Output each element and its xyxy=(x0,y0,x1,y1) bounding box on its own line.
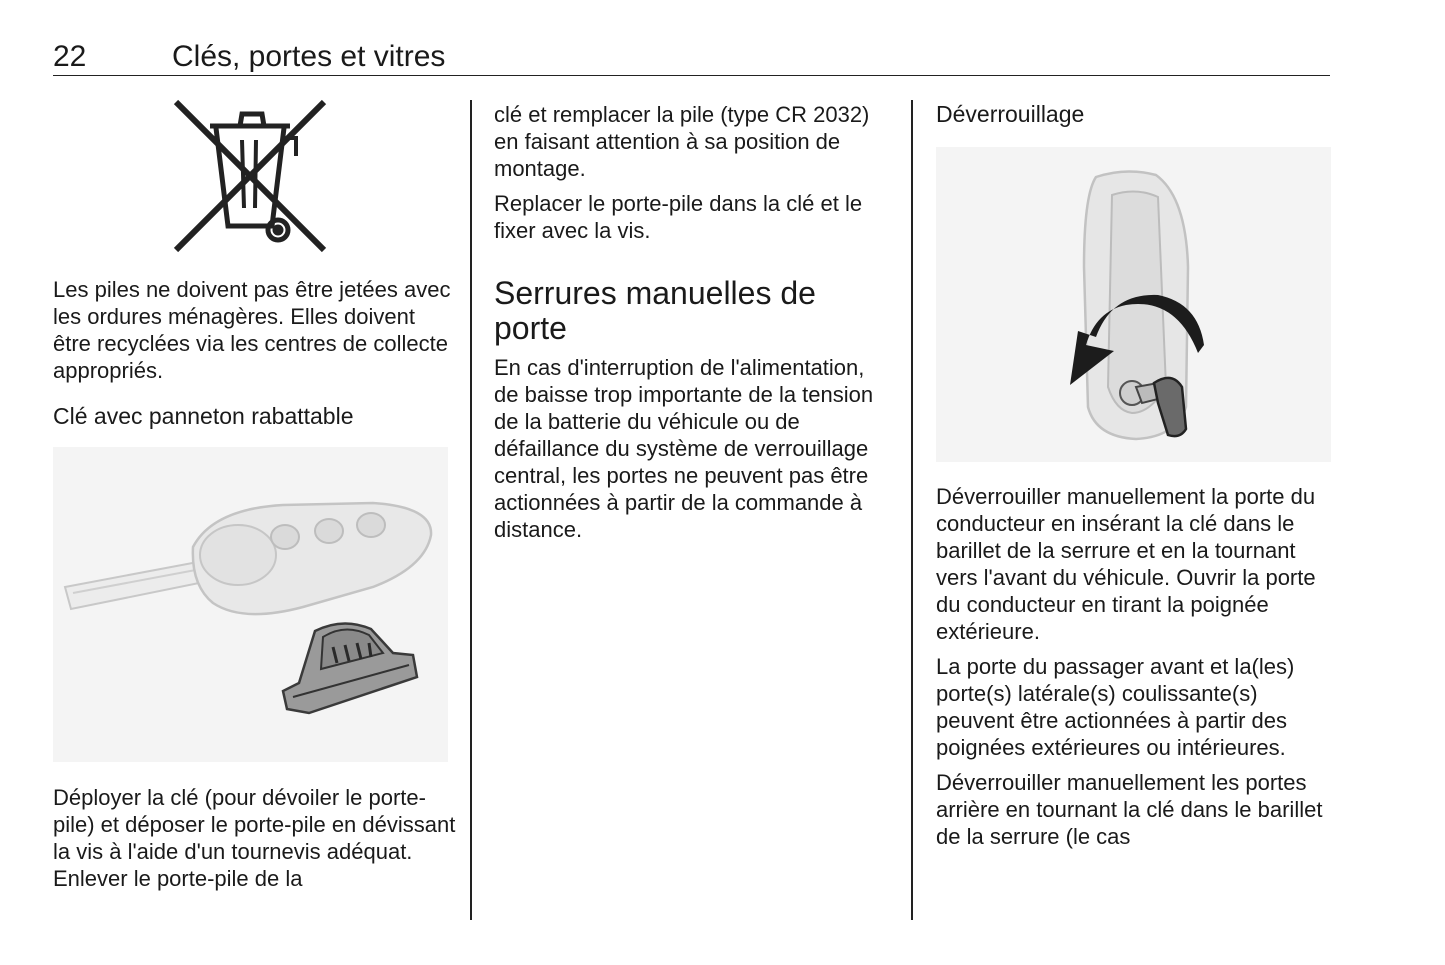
column-divider-1 xyxy=(470,100,472,920)
para-passager: La porte du passager avant et la(les) porte(s) latérale(s) coulissante(s) peuvent être actionnées à partir des poignées extérieures ou intérieures. xyxy=(936,654,1295,760)
para-interruption: En cas d'interruption de l'alimentation, de baisse trop importante de la tension de la batterie du véhicule ou de défaillance du système de verrouillage central, les portes ne peuvent pas être actionnées à partir de la commande à distance. xyxy=(494,355,874,542)
para-piles: Les piles ne doivent pas être jetées avec les ordures ménagères. Elles doivent être recyclées via les centres de collecte appropriés. xyxy=(53,277,451,383)
para-deployer: Déployer la clé (pour dévoiler le porte-pile) et déposer le porte-pile en dévissant la vis à l'aide d'un tournevis adéquat. Enlever le porte-pile de la xyxy=(53,785,456,891)
para-deverrouiller-conducteur: Déverrouiller manuellement la porte du conducteur en insérant la clé dans le barillet de la serrure et en la tournant vers l'avant du véhicule. Ouvrir la porte du conducteur en tirant la poignée extérieure. xyxy=(936,484,1316,644)
subhead-cle: Clé avec panneton rabattable xyxy=(53,403,354,429)
column-divider-2 xyxy=(911,100,913,920)
page-number: 22 xyxy=(53,40,87,73)
page-title: Clés, portes et vitres xyxy=(172,40,446,73)
para-replacer: Replacer le porte-pile dans la clé et le fixer avec la vis. xyxy=(494,191,863,243)
para-cle-cont: clé et remplacer la pile (type CR 2032) en faisant attention à sa position de montage. xyxy=(494,102,870,181)
header-rule xyxy=(53,75,1330,76)
para-portes-arriere: Déverrouiller manuellement les portes arrière en tournant la clé dans le barillet de la serrure (le cas xyxy=(936,770,1323,849)
door-lock-illustration xyxy=(936,147,1331,462)
flip-key-illustration xyxy=(53,447,448,762)
crossed-out-bin-icon xyxy=(170,98,330,256)
subhead-deverrouillage: Déverrouillage xyxy=(936,101,1085,127)
heading-serrures: Serrures manuelles de porte xyxy=(494,275,816,346)
